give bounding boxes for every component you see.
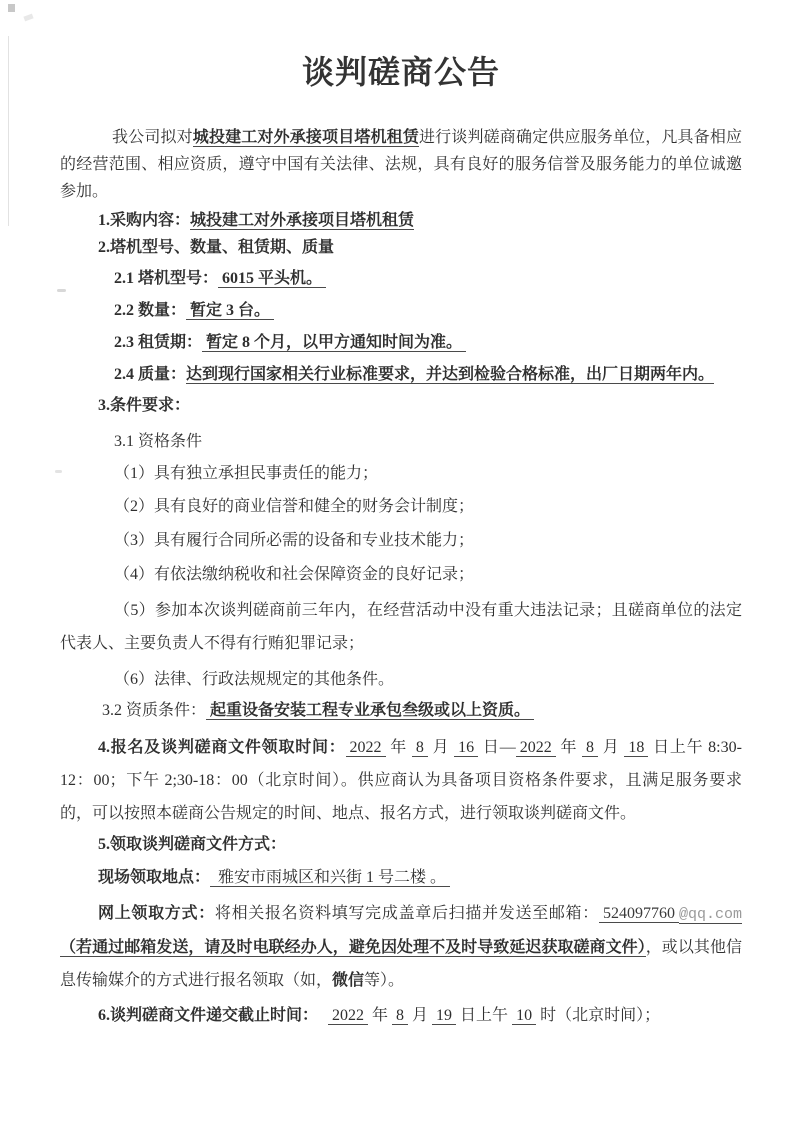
email-warning-note: （若通过邮箱发送，请及时电联经办人，避免因处理不及时导致延迟获取磋商文件） xyxy=(60,939,646,956)
method-item xyxy=(60,832,742,858)
quality-subitem xyxy=(60,362,742,388)
wechat-highlight: 微信 xyxy=(332,972,365,989)
deadline-year: 2022 xyxy=(328,1007,368,1025)
requirements-item xyxy=(60,393,742,419)
schedule-label: 4.报名及谈判磋商文件领取时间： xyxy=(98,739,346,756)
scan-speck-icon xyxy=(8,4,15,12)
schedule-sep: 年 xyxy=(555,739,583,756)
quality-label: 2.4 质量： xyxy=(114,366,187,383)
schedule-dash: 日— xyxy=(478,739,516,756)
document-title: 谈判磋商公告 xyxy=(301,54,500,90)
deadline-month: 8 xyxy=(392,1007,408,1025)
deadline-sep: 月 xyxy=(408,1007,433,1024)
intro-pre-text: 我公司拟对 xyxy=(112,129,193,146)
quality-value: 达到现行国家相关行业标准要求，并达到检验合格标准，出厂日期两年内。 xyxy=(186,366,715,383)
deadline-item xyxy=(60,1003,742,1029)
certificate-label: 3.2 资质条件： xyxy=(102,702,207,719)
email-address-domain: @qq.com xyxy=(678,906,742,923)
online-pickup-text: 将相关报名资料填写完成盖章后扫描并发送至邮箱： xyxy=(214,905,599,922)
onsite-pickup-address: 雅安市雨城区和兴街 1 号二楼 。 xyxy=(210,869,450,887)
spec-label: 2.塔机型号、数量、租赁期、质量 xyxy=(98,239,335,256)
condition-item-1: （1）具有独立承担民事责任的能力； xyxy=(114,465,379,482)
schedule-start-day: 16 xyxy=(454,739,478,757)
deadline-label: 6.谈判磋商文件递交截止时间： xyxy=(98,1007,319,1024)
schedule-end-year: 2022 xyxy=(516,739,556,757)
onsite-pickup-line xyxy=(60,865,742,891)
scan-edge-line xyxy=(8,36,9,226)
model-label: 2.1 塔机型号： xyxy=(114,270,219,287)
deadline-hour: 10 xyxy=(512,1007,536,1025)
lease-term-subitem xyxy=(60,330,742,356)
schedule-end-day: 18 xyxy=(624,739,648,757)
online-after-note-text: ，或以其他信息传输媒介的方式进行报名领取（如， xyxy=(60,939,742,989)
intro-paragraph xyxy=(60,124,742,205)
email-address-user: 524097760 xyxy=(599,905,679,923)
lease-term-value: 暂定 8 个月，以甲方通知时间为准。 xyxy=(202,334,466,352)
schedule-start-month: 8 xyxy=(412,739,428,757)
online-pickup-label: 网上领取方式： xyxy=(98,905,215,922)
deadline-sep: 日上午 xyxy=(456,1007,513,1024)
schedule-item xyxy=(60,731,742,830)
condition-item-2: （2）具有良好的商业信誉和健全的财务会计制度； xyxy=(114,498,475,515)
onsite-pickup-label: 现场领取地点： xyxy=(98,869,211,886)
condition-item-4: （4）有依法缴纳税收和社会保障资金的良好记录； xyxy=(114,566,475,583)
qualification-header: 3.1 资格条件 xyxy=(114,433,203,450)
project-name-highlight: 城投建工对外承接项目塔机租赁 xyxy=(192,129,419,146)
procurement-label: 1.采购内容： xyxy=(98,212,191,229)
deadline-day: 19 xyxy=(432,1007,456,1025)
spec-item xyxy=(60,235,742,261)
certificate-value: 起重设备安装工程专业承包叁级或以上资质。 xyxy=(206,702,534,720)
quantity-subitem xyxy=(60,298,742,324)
schedule-sep: 月 xyxy=(427,739,455,756)
schedule-tail-text: 日上午 8:30-12：00；下午 2;30-18：00（北京时间）。供应商认为具备项目资格条件要求，且满足服务要求的，可以按照本磋商公告规定的时间、地点、报名方式，进行领取谈判磋商文件。 xyxy=(60,739,742,822)
quantity-value: 暂定 3 台。 xyxy=(186,302,274,320)
requirements-label: 3.条件要求： xyxy=(98,397,191,414)
condition-item-6: （6）法律、行政法规规定的其他条件。 xyxy=(114,671,395,688)
condition-item-3: （3）具有履行合同所必需的设备和专业技术能力； xyxy=(114,532,475,549)
model-value: 6015 平头机。 xyxy=(218,270,326,288)
schedule-end-month: 8 xyxy=(582,739,598,757)
method-label: 5.领取谈判磋商文件方式： xyxy=(98,836,287,853)
certificate-subitem xyxy=(60,698,742,724)
model-subitem xyxy=(60,266,742,292)
procurement-value: 城投建工对外承接项目塔机租赁 xyxy=(190,212,415,229)
document-body xyxy=(60,0,742,1029)
deadline-sep: 年 xyxy=(368,1007,393,1024)
quantity-label: 2.2 数量： xyxy=(114,302,187,319)
schedule-sep: 年 xyxy=(385,739,412,756)
schedule-sep: 月 xyxy=(598,739,625,756)
lease-term-label: 2.3 租赁期： xyxy=(114,334,203,351)
deadline-tail-text: 时（北京时间）； xyxy=(536,1007,661,1024)
online-pickup-paragraph xyxy=(60,897,742,997)
intro-post-text: 进行谈判磋商确定供应服务单位，凡具备相应的经营范围、相应资质，遵守中国有关法律、法规，具有良好的服务信誉及服务能力的单位诚邀参加。 xyxy=(60,129,742,200)
schedule-start-year: 2022 xyxy=(346,739,386,757)
procurement-item xyxy=(60,208,742,234)
condition-item-5: （5）参加本次谈判磋商前三年内，在经营活动中没有重大违法记录；且磋商单位的法定代表人、主要负责人不得有行贿犯罪记录； xyxy=(60,602,742,652)
online-end-text: 等）。 xyxy=(364,972,405,989)
scan-smudge-icon xyxy=(23,14,33,22)
